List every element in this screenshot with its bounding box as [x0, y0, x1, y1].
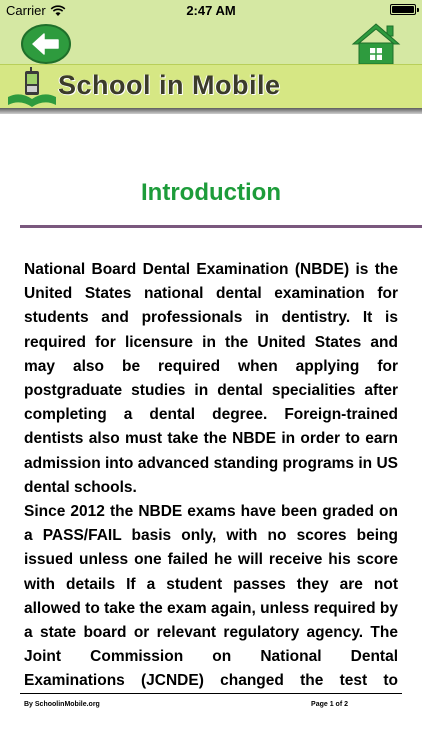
- status-battery-group: [390, 4, 416, 15]
- phone-book-logo: [6, 67, 58, 107]
- banner-shadow: [0, 108, 422, 114]
- heading-divider: [20, 225, 422, 228]
- article-body: [24, 258, 398, 690]
- footer-divider: [20, 693, 402, 694]
- battery-icon: [390, 4, 416, 15]
- footer-source: By SchoolinMobile.org: [24, 701, 100, 708]
- carrier-label: Carrier: [6, 3, 46, 18]
- status-bar: [0, 0, 422, 22]
- nav-bar: [0, 22, 422, 64]
- paragraph: National Board Dental Examination (NBDE) is the United States national dental examination for students and professionals in dentistry. It is required for licensure in the United States and may also be required when applying for postgraduate studies in dental specialities after completing a dental degree. Foreign-trained dentists also must take the NBDE in order to earn admission into advanced standing programs in US dental schools.: [24, 261, 398, 496]
- paragraph: Since 2012 the NBDE exams have been graded on a PASS/FAIL basis only, with no scores being issued unless one failed he will receive his score with details If a student passes they are not allowed to take the exam again, unless required by a state board or relevant regulatory agency. The Joint Commission on National Dental Examinations (JCNDE) changed the test to: [24, 503, 398, 690]
- back-arrow-icon: [20, 23, 72, 65]
- page-title: Introduction: [141, 179, 281, 206]
- banner-title: School in Mobile: [58, 70, 281, 100]
- home-button[interactable]: [350, 22, 402, 66]
- home-icon: [350, 22, 402, 66]
- status-time: 2:47 AM: [186, 3, 236, 18]
- app-banner: [0, 64, 422, 109]
- back-button[interactable]: [20, 23, 72, 65]
- footer-page-number: Page 1 of 2: [311, 701, 348, 708]
